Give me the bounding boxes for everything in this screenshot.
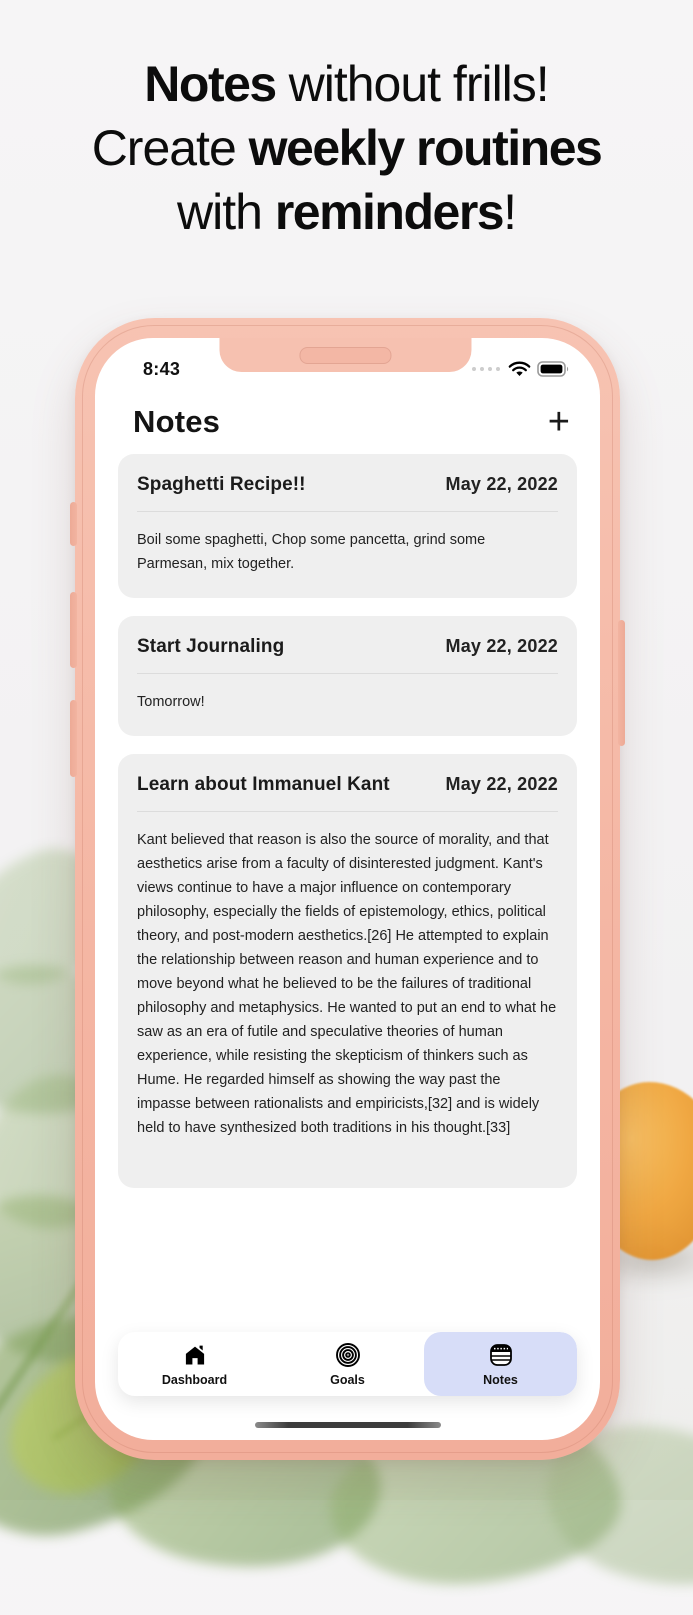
- tab-label: Goals: [330, 1372, 365, 1387]
- note-title: Start Journaling: [137, 636, 285, 657]
- headline-bold-text: weekly routines: [248, 120, 602, 176]
- divider: [137, 811, 558, 812]
- note-date: May 22, 2022: [445, 636, 558, 656]
- cellular-signal-dots-icon: [472, 367, 500, 371]
- status-icons: [472, 361, 570, 378]
- tab-label: Notes: [483, 1372, 518, 1387]
- notes-list: [95, 454, 600, 1188]
- status-time: 8:43: [143, 358, 181, 379]
- tab-label: Dashboard: [161, 1372, 228, 1387]
- divider: [137, 511, 558, 512]
- note-title: Learn about Immanuel Kant: [137, 774, 390, 795]
- home-icon: [182, 1342, 208, 1368]
- note-card-header: [137, 636, 558, 658]
- note-date: May 22, 2022: [445, 474, 558, 494]
- headline-bold-text: reminders: [274, 184, 504, 240]
- battery-icon: [537, 361, 570, 377]
- note-title: Spaghetti Recipe!!: [137, 474, 306, 495]
- headline-text: without frills!: [275, 56, 549, 112]
- phone-notch: [219, 338, 471, 372]
- power-button: [618, 620, 625, 746]
- note-body: Tomorrow!: [137, 694, 205, 710]
- note-card-kant[interactable]: [118, 754, 577, 1188]
- headline-text: Create: [91, 120, 249, 176]
- volume-up-button: [70, 592, 77, 668]
- divider: [137, 673, 558, 674]
- headline-bold-text: Notes: [144, 56, 276, 112]
- tab-goals[interactable]: [271, 1332, 424, 1396]
- home-indicator[interactable]: [255, 1422, 441, 1428]
- note-body: Boil some spaghetti, Chop some pancetta, grind some Parmesan, mix together.: [137, 532, 486, 572]
- headline-line-1: [0, 52, 693, 116]
- tab-dashboard[interactable]: [118, 1332, 271, 1396]
- volume-down-button: [70, 700, 77, 777]
- target-icon: [335, 1342, 361, 1368]
- tab-notes[interactable]: [424, 1332, 577, 1396]
- headline-text: with: [177, 184, 275, 240]
- phone-mockup: [75, 318, 620, 1460]
- tab-bar: [118, 1332, 577, 1396]
- phone-screen: [95, 338, 600, 1440]
- note-date: May 22, 2022: [445, 774, 558, 794]
- note-card-spaghetti[interactable]: [118, 454, 577, 598]
- headline-text: !: [503, 184, 516, 240]
- notes-icon: [488, 1342, 514, 1368]
- speaker-grille: [299, 347, 391, 364]
- note-card-journaling[interactable]: [118, 616, 577, 736]
- add-note-button[interactable]: +: [547, 401, 570, 443]
- page-title: Notes: [133, 404, 221, 439]
- note-card-header: [137, 774, 558, 796]
- marketing-headline: [0, 52, 693, 244]
- note-body: Kant believed that reason is also the source of morality, and that aesthetics arise from a faculty of disinterested judgment. Kant's views continue to have a major influence on contemporary philosophy, especially the fields of epistemology, ethics, political theory, and post-modern aesthetics.[26] He attempted to explain the relationship between reason and human experience and to move beyond what he believed to be the failures of traditional philosophy and metaphysics. He wanted to put an end to what he saw as an era of futile and speculative theories of human experience, while resisting the skepticism of thinkers such as Hume. He regarded himself as showing the way past the impasse between rationalists and empiricists,[32] and is widely held to have synthesized both traditions in his thought.[33]: [137, 832, 557, 1136]
- headline-line-3: [0, 180, 693, 244]
- note-card-header: [137, 474, 558, 496]
- mute-switch: [70, 502, 77, 546]
- wifi-icon: [508, 361, 531, 378]
- headline-line-2: [0, 116, 693, 180]
